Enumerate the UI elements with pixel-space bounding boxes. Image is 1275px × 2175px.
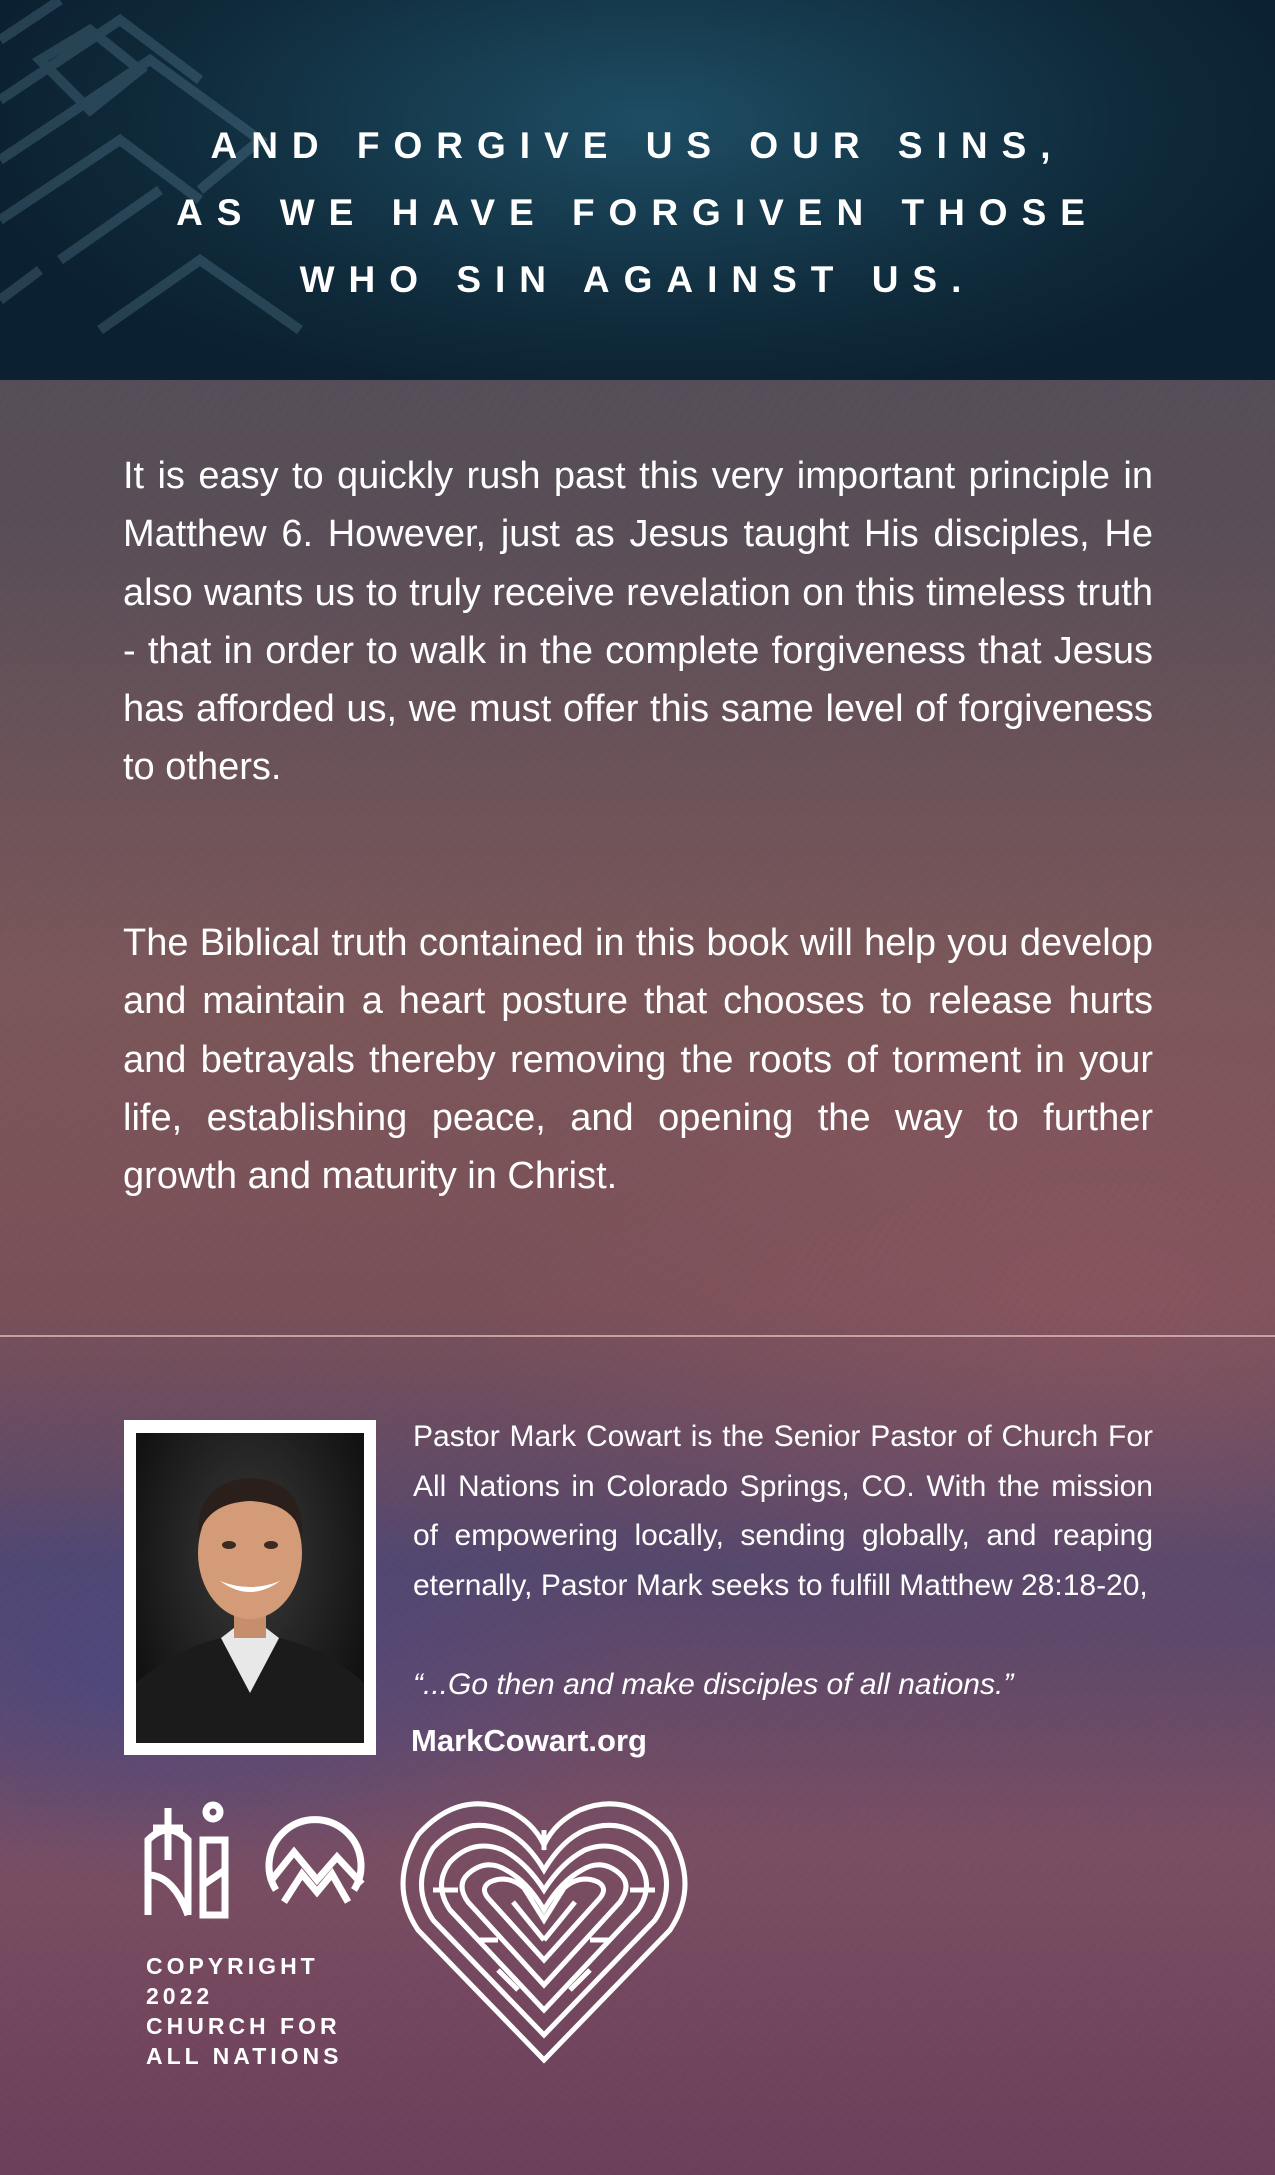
author-photo [124, 1420, 376, 1755]
author-quote: “...Go then and make disciples of all nations.” [413, 1668, 1014, 1701]
maze-heart-icon [398, 1790, 690, 2065]
mountain-logo-icon [262, 1812, 368, 1918]
verse-line: WHO SIN AGAINST US. [299, 259, 976, 300]
church-logo-icon [143, 1800, 233, 1920]
verse-banner [0, 0, 1275, 380]
author-website-link[interactable]: MarkCowart.org [411, 1723, 647, 1758]
section-divider [0, 1335, 1275, 1337]
author-portrait [136, 1433, 364, 1743]
description-paragraph: It is easy to quickly rush past this very important principle in Matthew 6. However, just as Jesus taught His disciples, He also wants us to truly receive revelation on this timeless truth - that in order to walk in the complete forgiveness that Jesus has afforded us, we must offer this same level of forgiveness to others. [123, 455, 1153, 789]
verse-line: AND FORGIVE US OUR SINS, [210, 125, 1065, 166]
description-paragraph: The Biblical truth contained in this book will help you develop and maintain a heart posture that chooses to release hurts and betrayals thereby removing the roots of torment in your life, establishing peace, and opening the way to further growth and maturity in Christ. [123, 922, 1153, 1198]
copyright-notice: COPYRIGHT 2022 CHURCH FOR ALL NATIONS [146, 1953, 343, 2069]
author-bio: Pastor Mark Cowart is the Senior Pastor of Church For All Nations in Colorado Springs, CO. With the mission of empowering locally, sending globally, and reaping eternally, Pastor Mark seeks to fulfill Matthew 28:18-20, [413, 1420, 1153, 1602]
verse-line: AS WE HAVE FORGIVEN THOSE [176, 192, 1099, 233]
maze-pattern-icon [0, 0, 340, 380]
